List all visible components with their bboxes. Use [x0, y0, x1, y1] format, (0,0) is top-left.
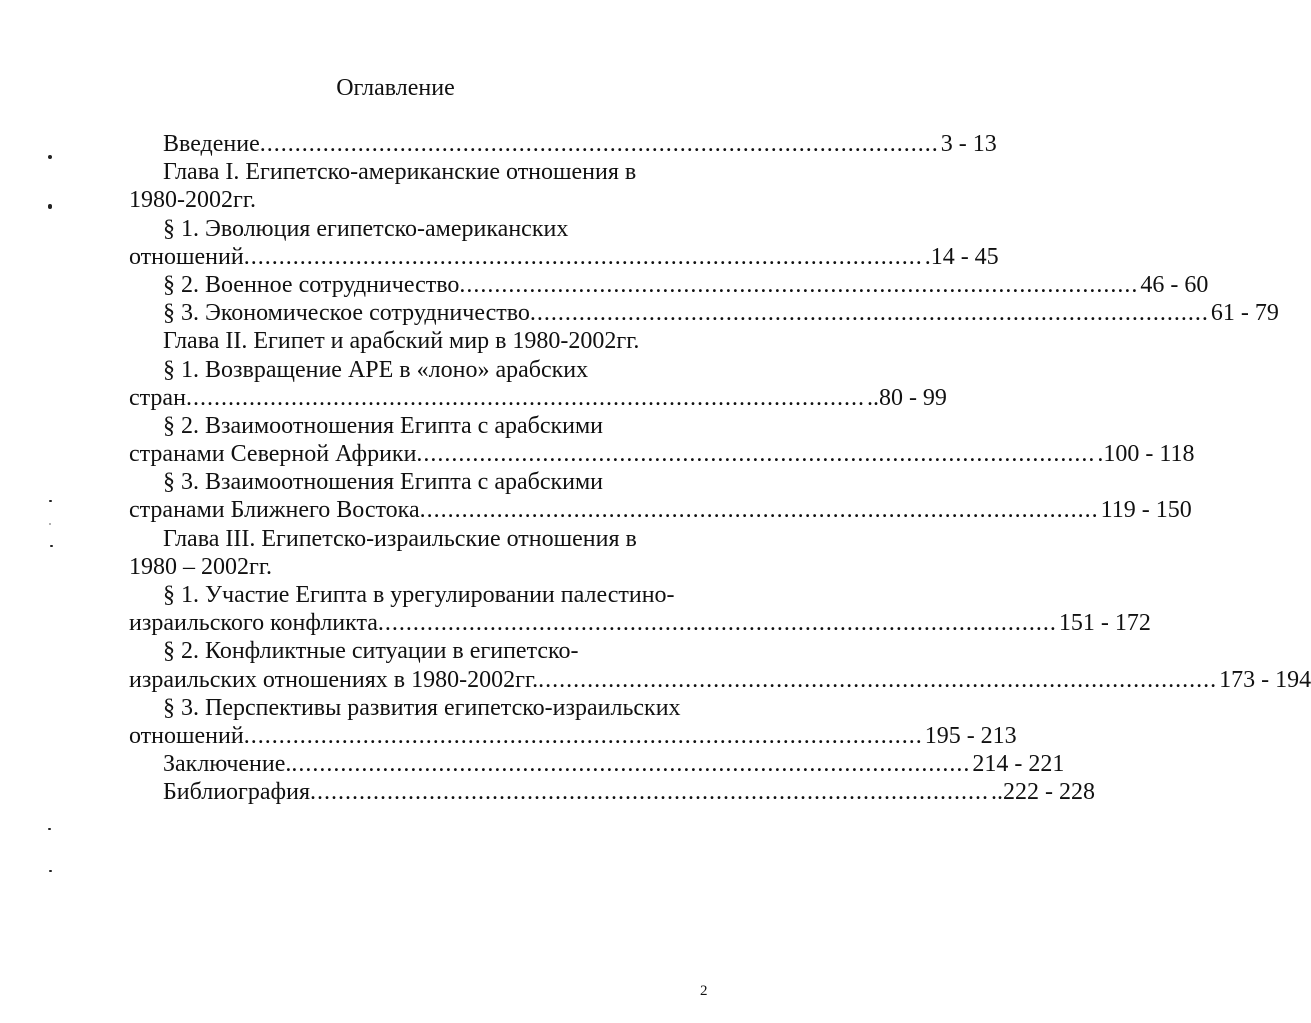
dot-leader: ................................................................................................. [310, 779, 989, 806]
toc-entry-bibliography [129, 778, 1095, 806]
dot-leader: ................................................................................................. [185, 384, 865, 411]
toc-chapter-3-years: 1980 – 2002гг. [129, 553, 272, 580]
dot-leader: ................................................................................................. [419, 497, 1099, 524]
toc-page-range: 195 - 213 [924, 722, 1017, 749]
toc-entry-conclusion [129, 750, 1065, 778]
toc-entry-text: израильских отношениях в 1980-2002гг. [129, 666, 539, 693]
dot-leader: ................................................................................................. [538, 666, 1218, 693]
toc-entry-text: Заключение. [163, 751, 292, 778]
toc-chapter-2-title: Глава II. Египет и арабский мир в 1980-2002гг. [163, 328, 640, 355]
toc-entry-text: стран [129, 384, 186, 411]
toc-section-3-1-title: § 1. Участие Египта в урегулировании палестино- [163, 582, 675, 608]
dot-leader: ................................................................................................. [529, 300, 1209, 327]
toc-chapter-1-years: 1980-2002гг. [129, 187, 256, 214]
scan-speck [49, 870, 52, 872]
toc-page-range: 119 - 150 [1100, 497, 1192, 524]
dot-leader: ................................................................................................. [377, 610, 1057, 637]
scan-speck [49, 500, 52, 502]
table-of-contents [129, 130, 1311, 807]
toc-page-range: 173 - 194 [1219, 666, 1311, 693]
scan-speck [50, 545, 53, 547]
toc-entry-text: Библиография [163, 779, 310, 806]
toc-chapter-3-title: Глава III. Египетско-израильские отношения в [163, 525, 637, 552]
toc-entry-text: § 3. Экономическое сотрудничество [163, 300, 530, 327]
toc-page-range: .100 - 118 [1097, 441, 1195, 468]
dot-leader: ................................................................................................. [416, 441, 1096, 468]
toc-entry-intro [129, 130, 997, 158]
toc-entry-text: израильского конфликта [129, 610, 378, 637]
scan-speck [49, 523, 51, 525]
toc-page-range: 61 - 79 [1210, 300, 1279, 327]
toc-section-2-2-title: § 2. Взаимоотношения Египта с арабскими [163, 412, 604, 439]
scan-speck [48, 828, 51, 830]
toc-page-range: 46 - 60 [1140, 271, 1209, 298]
toc-page-range: 214 - 221 [972, 751, 1065, 778]
page-title: Оглавление [336, 75, 455, 101]
toc-section-2-3-title: § 3. Взаимоотношения Египта с арабскими [163, 469, 604, 496]
toc-page-range: 151 - 172 [1058, 610, 1151, 637]
toc-entry-text: § 2. Военное сотрудничество [163, 271, 460, 298]
toc-entry-3-1 [129, 609, 1151, 637]
toc-entry-text: странами Северной Африки [129, 441, 417, 468]
toc-entry-text: отношений [129, 722, 244, 749]
dot-leader: ................................................................................................. [291, 751, 971, 778]
toc-section-2-1-title: § 1. Возвращение АРЕ в «лоно» арабских [163, 356, 589, 383]
toc-entry-2-2 [129, 440, 1195, 468]
scan-speck [48, 155, 52, 159]
toc-section-3-3-title: § 3. Перспективы развития египетско-израильских [163, 694, 681, 721]
toc-page-range: 3 - 13 [940, 131, 997, 157]
toc-entry-2-1 [129, 384, 947, 412]
page-number: 2 [700, 983, 708, 999]
scan-speck [48, 204, 52, 209]
toc-page-range: ..80 - 99 [866, 384, 947, 411]
toc-section-1-1-title: § 1. Эволюция египетско-американских [163, 215, 569, 242]
dot-leader: ................................................................................................. [243, 722, 923, 749]
toc-entry-3-2 [129, 666, 1311, 694]
dot-leader: ................................................................................................. [459, 271, 1139, 298]
toc-section-3-2-title: § 2. Конфликтные ситуации в египетско- [163, 638, 579, 665]
dot-leader: ................................................................................................. [259, 131, 939, 157]
toc-chapter-1-title: Глава I. Египетско-американские отношения в [163, 159, 637, 186]
toc-entry-text: Введение [163, 131, 260, 157]
dot-leader: ................................................................................................. [243, 243, 923, 270]
toc-entry-text: отношений [129, 243, 244, 270]
toc-page-range: .14 - 45 [924, 243, 999, 270]
toc-entry-1-2 [129, 271, 1209, 299]
toc-entry-2-3 [129, 496, 1192, 524]
toc-page-range: ..222 - 228 [991, 779, 1095, 806]
toc-entry-text: странами Ближнего Востока [129, 497, 420, 524]
toc-entry-3-3 [129, 722, 1017, 750]
toc-entry-1-3 [129, 299, 1279, 327]
toc-entry-1-1 [129, 243, 999, 271]
